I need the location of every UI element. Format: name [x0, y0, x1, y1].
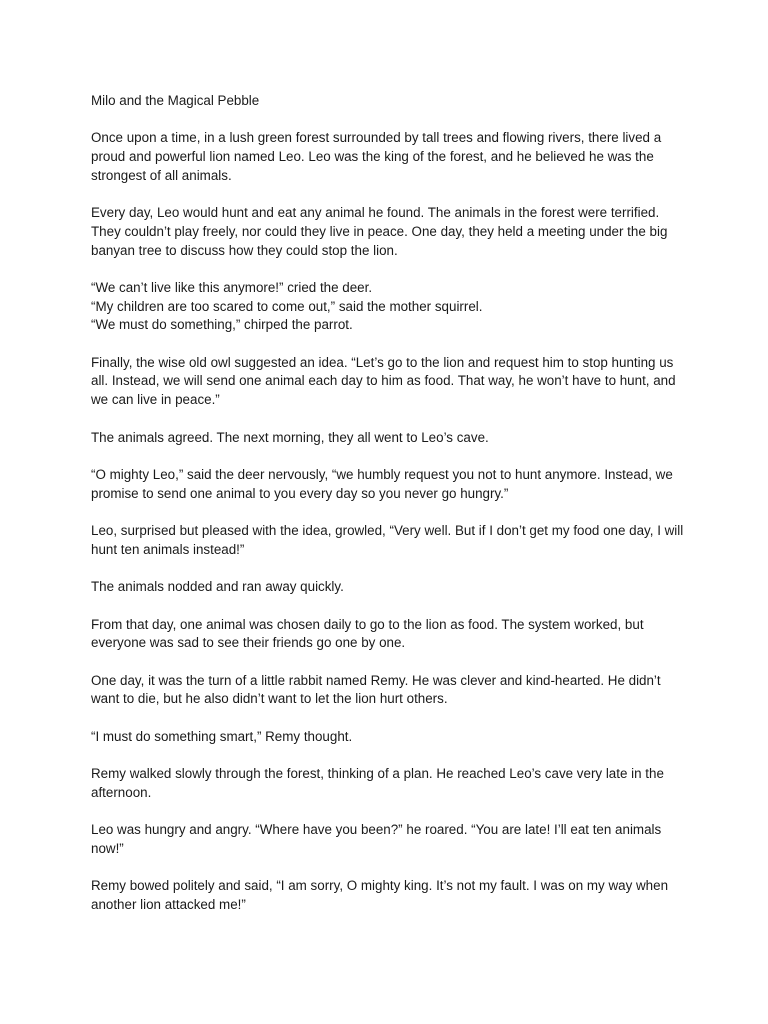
paragraph: Remy bowed politely and said, “I am sorry, O mighty king. It’s not my fault. I was on my way when another lion attacked me!”	[91, 878, 669, 913]
paragraph: The animals agreed. The next morning, they all went to Leo’s cave.	[91, 429, 489, 445]
paragraph: From that day, one animal was chosen daily to go to the lion as food. The system worked, but everyone was sad to see their friends go one by one.	[91, 616, 644, 651]
dialogue-line: “My children are too scared to come out,” said the mother squirrel.	[91, 298, 483, 314]
paragraph: Once upon a time, in a lush green forest surrounded by tall trees and flowing rivers, there lived a proud and powerful lion named Leo. Leo was the king of the forest, and he believed he was the strongest of all animals.	[91, 130, 662, 183]
paragraph: Leo, surprised but pleased with the idea, growled, “Very well. But if I don’t get my food one day, I will hunt ten animals instead!”	[91, 523, 684, 557]
paragraph: The animals nodded and ran away quickly.	[91, 579, 344, 595]
paragraph: Leo was hungry and angry. “Where have you been?” he roared. “You are late! I’ll eat ten animals now!”	[91, 822, 662, 856]
paragraph: “I must do something smart,” Remy thought.	[91, 728, 353, 744]
paragraph: Every day, Leo would hunt and eat any animal he found. The animals in the forest were terrified. They couldn’t play freely, nor could they live in peace. One day, they held a meeting under the big banyan tree to discuss how they could stop the lion.	[91, 205, 668, 258]
dialogue-line: “We must do something,” chirped the parrot.	[91, 317, 353, 333]
paragraph: “O mighty Leo,” said the deer nervously, “we humbly request you not to hunt anymore. Instead, we promise to send one animal to you every day so you never go hungry.”	[91, 466, 673, 501]
dialogue-line: “We can’t live like this anymore!” cried the deer.	[91, 279, 373, 295]
paragraph: One day, it was the turn of a little rabbit named Remy. He was clever and kind-hearted. He didn’t want to die, but he also didn’t want to let the lion hurt others.	[91, 672, 661, 707]
paragraph: Remy walked slowly through the forest, thinking of a plan. He reached Leo’s cave very late in the afternoon.	[91, 766, 664, 800]
document-body	[91, 92, 691, 933]
dialogue-block	[91, 279, 691, 335]
document-title: Milo and the Magical Pebble	[91, 93, 260, 108]
paragraph: Finally, the wise old owl suggested an idea. “Let’s go to the lion and request him to stop hunting us all. Instead, we will send one animal each day to him as food. That way, he won’t have to hunt, and we can live in peace.”	[91, 354, 676, 408]
